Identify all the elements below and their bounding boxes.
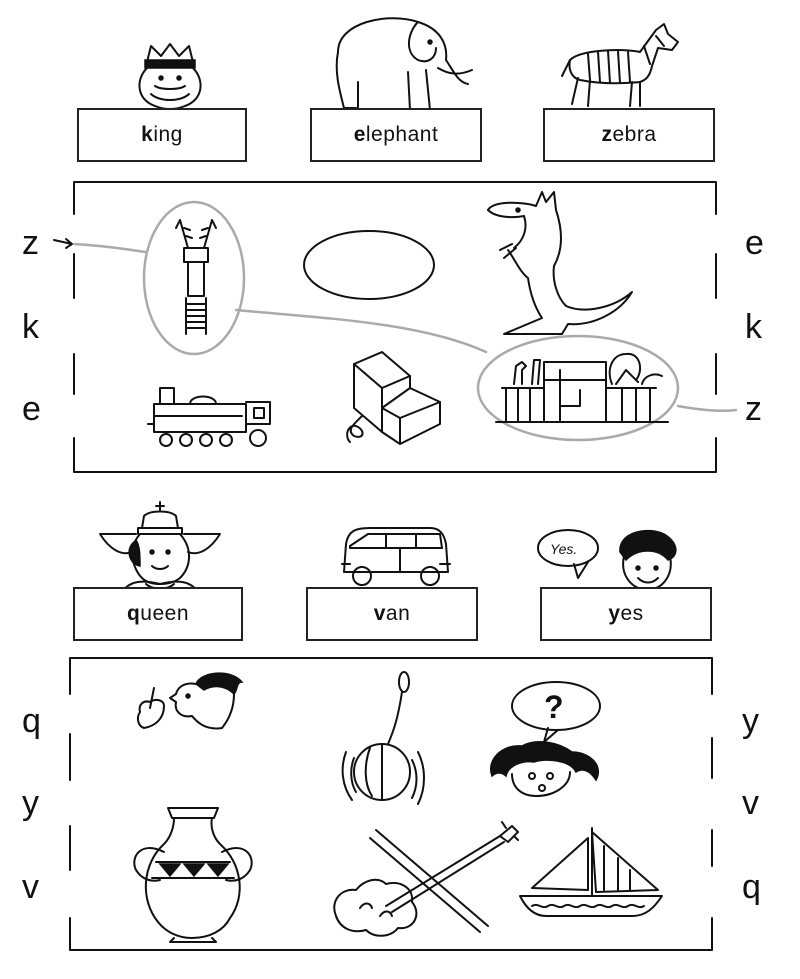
word-rest: es bbox=[620, 602, 644, 625]
left-letter: y bbox=[22, 784, 39, 822]
right-letter: e bbox=[745, 224, 764, 262]
yes-picture bbox=[538, 526, 688, 592]
quiet-picture bbox=[130, 668, 246, 734]
zoo-picture bbox=[496, 340, 668, 426]
right-letter: z bbox=[745, 390, 762, 428]
yacht-picture bbox=[518, 826, 664, 926]
question-picture bbox=[486, 680, 606, 798]
violin-picture bbox=[330, 818, 520, 938]
left-letter: q bbox=[22, 702, 41, 740]
word-rest: lephant bbox=[365, 123, 439, 146]
word-rest: an bbox=[385, 602, 411, 625]
yo-yo-picture bbox=[340, 668, 424, 814]
right-letter: k bbox=[745, 308, 762, 346]
word-box-yes bbox=[540, 587, 712, 641]
zipper-picture bbox=[166, 218, 226, 336]
kangaroo-picture bbox=[484, 188, 634, 336]
vase-picture bbox=[130, 804, 256, 942]
van-picture bbox=[340, 524, 452, 588]
first-letter: v bbox=[373, 602, 386, 625]
word-rest: ebra bbox=[612, 123, 657, 146]
kite-picture bbox=[340, 350, 450, 448]
word-box-van bbox=[306, 587, 478, 641]
question-mark: ? bbox=[544, 689, 564, 725]
first-letter: z bbox=[601, 123, 613, 146]
first-letter: q bbox=[126, 602, 141, 625]
word-rest: ueen bbox=[140, 602, 190, 625]
speech-text: Yes. bbox=[550, 541, 578, 557]
left-letter: z bbox=[22, 224, 39, 262]
left-letter: e bbox=[22, 390, 41, 428]
first-letter: e bbox=[353, 123, 366, 146]
engine-picture bbox=[146, 384, 276, 450]
right-letter: v bbox=[742, 784, 759, 822]
first-letter: k bbox=[141, 123, 154, 146]
left-letter: k bbox=[22, 308, 39, 346]
egg-picture bbox=[300, 228, 440, 302]
first-letter: y bbox=[608, 602, 621, 625]
queen-picture bbox=[100, 500, 220, 592]
word-rest: ing bbox=[153, 123, 183, 146]
right-letter: y bbox=[742, 702, 759, 740]
right-letter: q bbox=[742, 868, 761, 906]
left-letter: v bbox=[22, 868, 39, 906]
word-box-queen bbox=[73, 587, 243, 641]
